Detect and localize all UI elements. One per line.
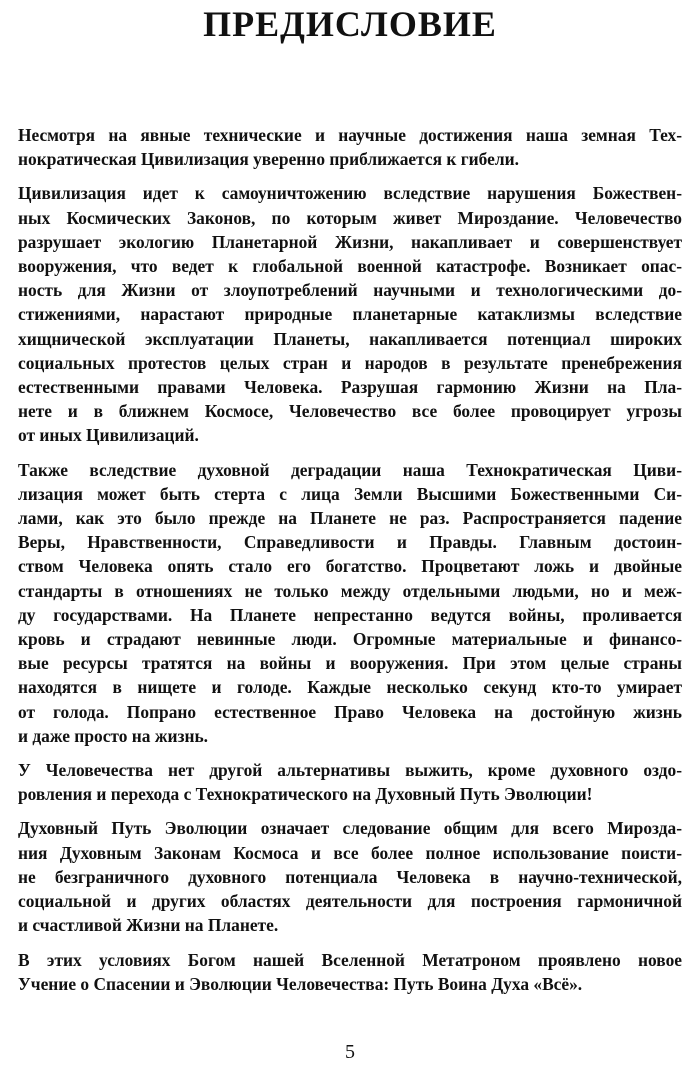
page-title: ПРЕДИСЛОВИЕ xyxy=(203,4,497,44)
text-line: стижениями, нарастают природные планетарные катаклизмы вследствие xyxy=(18,304,682,325)
paragraph xyxy=(18,458,682,748)
body-text xyxy=(18,123,682,1006)
text-line: вые ресурсы тратятся на войны и вооружения. При этом целые страны xyxy=(18,653,682,674)
paragraph xyxy=(18,123,682,171)
text-line: от голода. Попрано естественное Право Человека на достойную жизнь xyxy=(18,701,682,722)
text-line: и даже просто на жизнь. xyxy=(18,725,209,746)
page-number: 5 xyxy=(345,1041,355,1063)
text-line: Учение о Спасении и Эволюции Человечества: Путь Воина Духа «Всё». xyxy=(18,973,583,994)
text-line: нете и в ближнем Космосе, Человечество все более провоцирует угрозы xyxy=(18,401,682,422)
text-line: лами, как это было прежде на Планете не раз. Распространяется падение xyxy=(18,508,682,529)
text-line: ду государствами. На Планете непрестанно ведутся войны, проливается xyxy=(18,604,682,625)
text-line: лизация может быть стерта с лица Земли Высшими Божественными Си- xyxy=(18,483,682,504)
text-line: ния Духовным Законам Космоса и все более полное использование поисти- xyxy=(18,842,682,863)
text-line: Несмотря на явные технические и научные достижения наша земная Тех- xyxy=(18,125,682,145)
paragraph xyxy=(18,758,682,806)
text-line: находятся в нищете и голоде. Каждые несколько секунд кто-то умирает xyxy=(18,677,682,698)
paragraph xyxy=(18,816,682,937)
text-line: социальной и других областях деятельности для построения гармоничной xyxy=(18,891,682,912)
paragraph xyxy=(18,181,682,447)
text-line: стандарты в отношениях не только между отдельными людьми, но и меж- xyxy=(18,580,682,601)
text-line: ровления и перехода с Технократического на Духовный Путь Эволюции! xyxy=(18,784,593,805)
text-line: ных Космических Законов, по которым живет Мироздание. Человечество xyxy=(18,207,682,228)
text-line: разрушает экологию Планетарной Жизни, накапливает и совершенствует xyxy=(18,231,682,252)
text-line: социальных протестов целых стран и народов в результате пренебрежения xyxy=(18,352,682,373)
paragraph xyxy=(18,948,682,996)
text-line: ством Человека опять стало его богатство. Процветают ложь и двойные xyxy=(18,556,682,577)
text-line: Духовный Путь Эволюции означает следование общим для всего Мирозда- xyxy=(18,818,682,839)
text-line: естественными правами Человека. Разрушая гармонию Жизни на Пла- xyxy=(18,377,682,398)
text-line: ность для Жизни от злоупотреблений научными и технологическими до- xyxy=(18,280,682,301)
text-line: хищнической эксплуатации Планеты, накапливается потенциал широких xyxy=(18,328,682,349)
text-line: нократическая Цивилизация уверенно приближается к гибели. xyxy=(18,149,519,170)
text-line: и счастливой Жизни на Планете. xyxy=(18,915,279,936)
text-line: кровь и страдают невинные люди. Огромные материальные и финансо- xyxy=(18,629,682,650)
text-line: от иных Цивилизаций. xyxy=(18,425,199,446)
text-line: Цивилизация идет к самоуничтожению вследствие нарушения Божествен- xyxy=(18,183,682,204)
text-line: вооружения, что ведет к глобальной военной катастрофе. Возникает опас- xyxy=(18,256,682,277)
text-line: В этих условиях Богом нашей Вселенной Метатроном проявлено новое xyxy=(18,949,682,970)
text-line: У Человечества нет другой альтернативы выжить, кроме духовного оздо- xyxy=(18,760,682,781)
text-line: Веры, Нравственности, Справедливости и Правды. Главным достоин- xyxy=(18,532,682,553)
text-line: Также вследствие духовной деградации наша Технократическая Циви- xyxy=(18,459,682,480)
text-line: не безграничного духовного потенциала Человека в научно-технической, xyxy=(18,866,682,887)
